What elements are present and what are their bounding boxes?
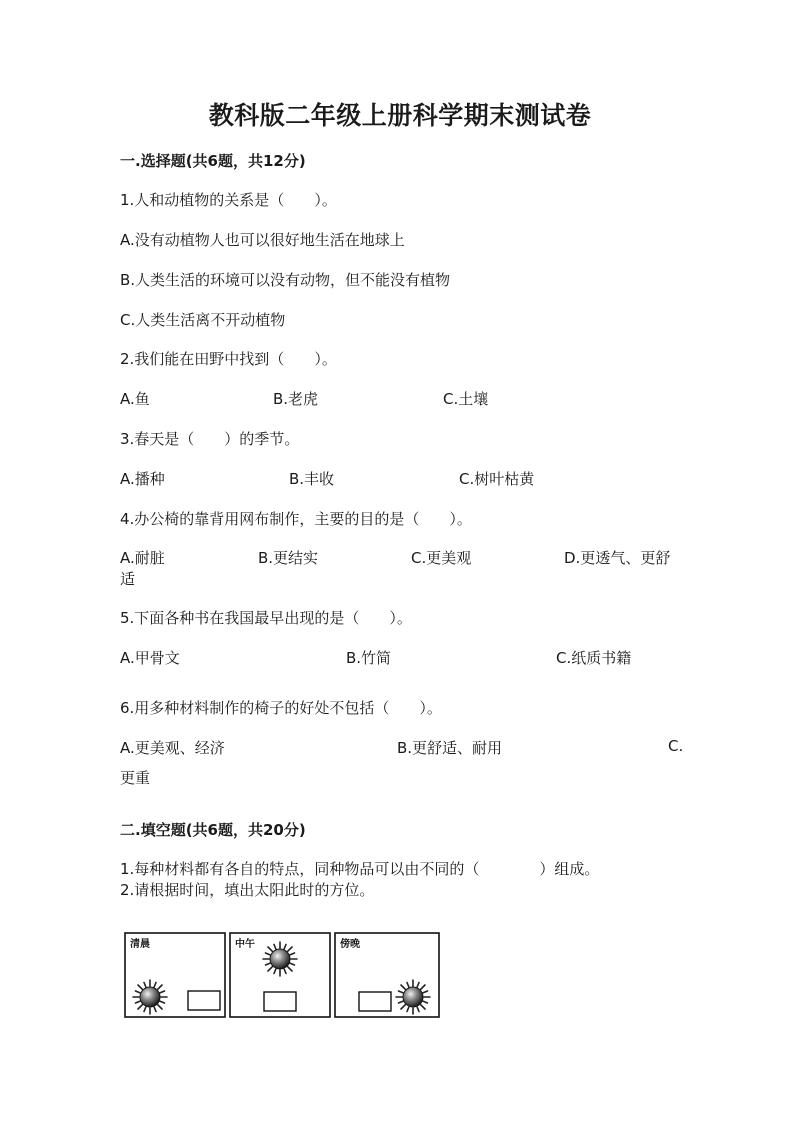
question-5-option-a: A.甲骨文 <box>120 649 180 667</box>
question-3-option-a: A.播种 <box>120 470 165 488</box>
panel-label-noon: 中午 <box>235 939 255 950</box>
diagram-panel-evening <box>335 933 439 1017</box>
fill-question-1: 1.每种材料都有各自的特点，同种物品可以由不同的（ ）组成。 <box>120 860 600 878</box>
panel-label-evening: 傍晚 <box>340 939 360 950</box>
question-6-stem: 6.用多种材料制作的椅子的好处不包括（ ）。 <box>120 699 442 717</box>
question-1-option-c: C.人类生活离不开动植物 <box>120 311 286 329</box>
question-3-option-b: B.丰收 <box>289 470 335 488</box>
sun-icon <box>263 942 297 976</box>
question-2-option-c: C.土壤 <box>443 390 489 408</box>
question-2-option-b: B.老虎 <box>273 390 319 408</box>
answer-box-evening[interactable] <box>359 992 391 1011</box>
question-4-option-a: A.耐脏 <box>120 549 165 567</box>
question-6-option-a: A.更美观、经济 <box>120 739 225 757</box>
question-5-option-c: C.纸质书籍 <box>556 649 632 667</box>
question-4-option-d: D.更透气、更舒 <box>564 549 671 567</box>
question-4-option-b: B.更结实 <box>258 549 319 567</box>
answer-box-noon[interactable] <box>264 992 296 1011</box>
sun-position-diagram <box>124 932 442 1020</box>
question-1-stem: 1.人和动植物的关系是（ ）。 <box>120 191 337 209</box>
question-4-option-c: C.更美观 <box>411 549 472 567</box>
section-1-heading: 一.选择题(共6题，共12分) <box>120 152 306 170</box>
question-2-stem: 2.我们能在田野中找到（ ）。 <box>120 350 337 368</box>
sun-icon <box>396 980 430 1014</box>
question-1-option-b: B.人类生活的环境可以没有动物，但不能没有植物 <box>120 271 451 289</box>
fill-question-2: 2.请根据时间，填出太阳此时的方位。 <box>120 881 375 899</box>
diagram-panel-morning <box>125 933 225 1017</box>
question-5-option-b: B.竹简 <box>346 649 392 667</box>
question-5-stem: 5.下面各种书在我国最早出现的是（ ）。 <box>120 609 412 627</box>
question-4-option-d-wrap: 适 <box>120 570 136 588</box>
section-2-heading: 二.填空题(共6题，共20分) <box>120 821 306 839</box>
page-title: 教科版二年级上册科学期末测试卷 <box>208 101 592 130</box>
question-6-option-b: B.更舒适、耐用 <box>397 739 503 757</box>
panel-label-morning: 清晨 <box>130 939 150 950</box>
sun-icon <box>133 980 167 1014</box>
question-4-stem: 4.办公椅的靠背用网布制作，主要的目的是（ ）。 <box>120 510 472 528</box>
answer-box-morning[interactable] <box>188 991 220 1010</box>
question-6-option-c-wrap: 更重 <box>120 769 151 787</box>
question-3-option-c: C.树叶枯黄 <box>459 470 535 488</box>
question-3-stem: 3.春天是（ ）的季节。 <box>120 430 300 448</box>
question-1-option-a: A.没有动植物人也可以很好地生活在地球上 <box>120 231 405 249</box>
question-2-option-a: A.鱼 <box>120 390 150 408</box>
diagram-panel-noon <box>230 933 330 1017</box>
question-6-option-c: C. <box>668 737 684 755</box>
